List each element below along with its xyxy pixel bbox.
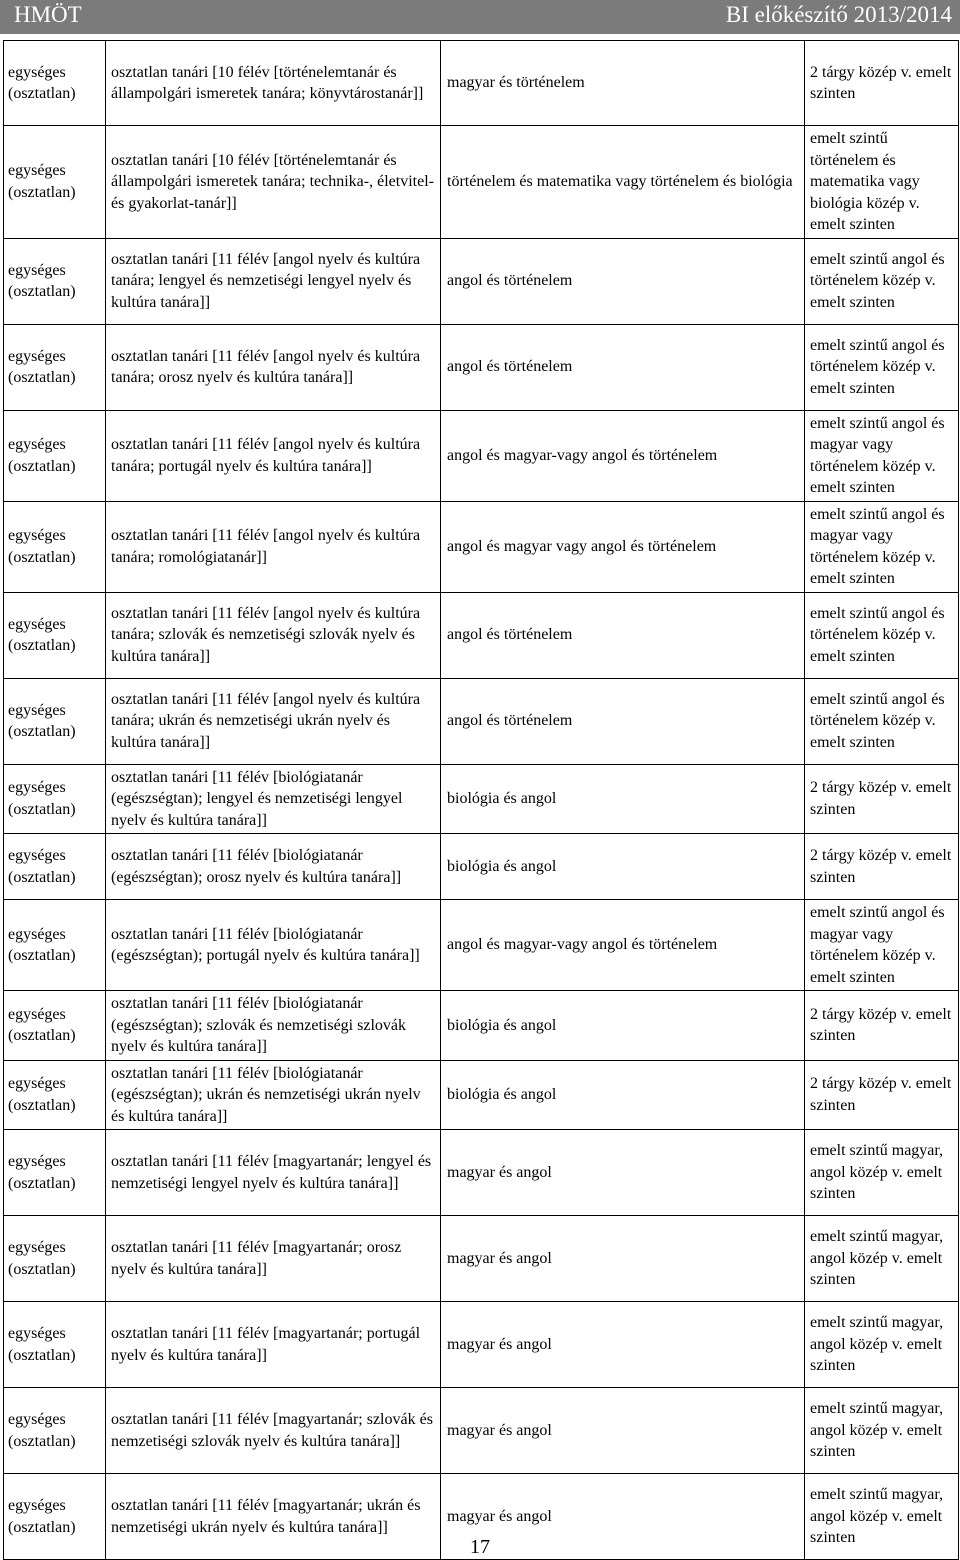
exam-subjects-cell: magyar és angol [441, 1388, 805, 1474]
table-row [4, 764, 959, 834]
table-row [4, 1302, 959, 1388]
header-right-title: BI előkészítő 2013/2014 [725, 2, 952, 27]
exam-level-cell: emelt szintű angol és történelem közép v. emelt szinten [805, 238, 959, 324]
table-row [4, 238, 959, 324]
exam-level-cell: 2 tárgy közép v. emelt szinten [805, 41, 959, 126]
table-row [4, 991, 959, 1061]
exam-subjects-cell: magyar és angol [441, 1216, 805, 1302]
table-row [4, 1130, 959, 1216]
exam-subjects-cell: biológia és angol [441, 991, 805, 1061]
table-row [4, 678, 959, 764]
exam-subjects-cell: angol és magyar vagy angol és történelem [441, 501, 805, 592]
program-cell: osztatlan tanári [10 félév [történelemtanár és állampolgári ismeretek tanára; könyvtárostanár]] [106, 41, 441, 126]
degree-type-cell: egységes (osztatlan) [4, 1216, 106, 1302]
program-cell: osztatlan tanári [11 félév [magyartanár; szlovák és nemzetiségi szlovák nyelv és kultúra tanára]] [106, 1388, 441, 1474]
program-cell: osztatlan tanári [11 félév [magyartanár; lengyel és nemzetiségi lengyel nyelv és kultúra tanára]] [106, 1130, 441, 1216]
exam-subjects-cell: angol és magyar-vagy angol és történelem [441, 900, 805, 991]
page-header [0, 0, 960, 34]
exam-subjects-cell: angol és történelem [441, 238, 805, 324]
exam-subjects-cell: magyar és történelem [441, 41, 805, 126]
table-row [4, 900, 959, 991]
program-cell: osztatlan tanári [11 félév [magyartanár; portugál nyelv és kultúra tanára]] [106, 1302, 441, 1388]
table-row [4, 1388, 959, 1474]
exam-subjects-cell: magyar és angol [441, 1130, 805, 1216]
degree-type-cell: egységes (osztatlan) [4, 764, 106, 834]
exam-subjects-cell: biológia és angol [441, 764, 805, 834]
program-cell: osztatlan tanári [11 félév [biológiatanár (egészségtan); ukrán és nemzetiségi ukrán nyelv és kultúra tanára]] [106, 1060, 441, 1130]
exam-level-cell: emelt szintű magyar, angol közép v. emelt szinten [805, 1216, 959, 1302]
degree-type-cell: egységes (osztatlan) [4, 1474, 106, 1560]
exam-level-cell: emelt szintű angol és történelem közép v. emelt szinten [805, 678, 959, 764]
table-row [4, 41, 959, 126]
program-cell: osztatlan tanári [10 félév [történelemtanár és állampolgári ismeretek tanára; technika-, életvitel- és gyakorlat-tanár]] [106, 126, 441, 239]
exam-subjects-cell: magyar és angol [441, 1302, 805, 1388]
table-row [4, 1060, 959, 1130]
exam-subjects-cell: angol és történelem [441, 324, 805, 410]
program-cell: osztatlan tanári [11 félév [biológiatanár (egészségtan); lengyel és nemzetiségi lengyel nyelv és kultúra tanára]] [106, 764, 441, 834]
exam-subjects-cell: angol és történelem [441, 678, 805, 764]
degree-type-cell: egységes (osztatlan) [4, 410, 106, 501]
degree-type-cell: egységes (osztatlan) [4, 834, 106, 900]
exam-level-cell: emelt szintű angol és történelem közép v. emelt szinten [805, 324, 959, 410]
program-cell: osztatlan tanári [11 félév [biológiatanár (egészségtan); szlovák és nemzetiségi szlovák nyelv és kultúra tanára]] [106, 991, 441, 1061]
exam-subjects-cell: angol és magyar-vagy angol és történelem [441, 410, 805, 501]
degree-type-cell: egységes (osztatlan) [4, 501, 106, 592]
exam-level-cell: 2 tárgy közép v. emelt szinten [805, 991, 959, 1061]
exam-level-cell: emelt szintű angol és magyar vagy történelem közép v. emelt szinten [805, 501, 959, 592]
table-row [4, 410, 959, 501]
exam-subjects-cell: történelem és matematika vagy történelem és biológia [441, 126, 805, 239]
exam-level-cell: 2 tárgy közép v. emelt szinten [805, 834, 959, 900]
exam-level-cell: emelt szintű magyar, angol közép v. emelt szinten [805, 1302, 959, 1388]
degree-type-cell: egységes (osztatlan) [4, 592, 106, 678]
table-row [4, 126, 959, 239]
table-row [4, 324, 959, 410]
degree-type-cell: egységes (osztatlan) [4, 41, 106, 126]
program-cell: osztatlan tanári [11 félév [angol nyelv és kultúra tanára; portugál nyelv és kultúra tanára]] [106, 410, 441, 501]
exam-subjects-cell: biológia és angol [441, 834, 805, 900]
program-cell: osztatlan tanári [11 félév [angol nyelv és kultúra tanára; szlovák és nemzetiségi szlovák nyelv és kultúra tanára]] [106, 592, 441, 678]
degree-type-cell: egységes (osztatlan) [4, 900, 106, 991]
exam-level-cell: 2 tárgy közép v. emelt szinten [805, 1060, 959, 1130]
program-cell: osztatlan tanári [11 félév [angol nyelv és kultúra tanára; romológiatanár]] [106, 501, 441, 592]
table-row [4, 1216, 959, 1302]
table-row [4, 592, 959, 678]
degree-type-cell: egységes (osztatlan) [4, 1302, 106, 1388]
program-cell: osztatlan tanári [11 félév [angol nyelv és kultúra tanára; ukrán és nemzetiségi ukrán nyelv és kultúra tanára]] [106, 678, 441, 764]
program-cell: osztatlan tanári [11 félév [angol nyelv és kultúra tanára; orosz nyelv és kultúra tanára]] [106, 324, 441, 410]
program-cell: osztatlan tanári [11 félév [biológiatanár (egészségtan); portugál nyelv és kultúra tanára]] [106, 900, 441, 991]
exam-level-cell: 2 tárgy közép v. emelt szinten [805, 764, 959, 834]
degree-type-cell: egységes (osztatlan) [4, 1130, 106, 1216]
exam-level-cell: emelt szintű magyar, angol közép v. emelt szinten [805, 1130, 959, 1216]
degree-type-cell: egységes (osztatlan) [4, 1388, 106, 1474]
degree-type-cell: egységes (osztatlan) [4, 1060, 106, 1130]
exam-level-cell: emelt szintű magyar, angol közép v. emelt szinten [805, 1388, 959, 1474]
degree-type-cell: egységes (osztatlan) [4, 991, 106, 1061]
programs-table [3, 40, 959, 1560]
degree-type-cell: egységes (osztatlan) [4, 678, 106, 764]
exam-level-cell: emelt szintű történelem és matematika vagy biológia közép v. emelt szinten [805, 126, 959, 239]
degree-type-cell: egységes (osztatlan) [4, 126, 106, 239]
program-cell: osztatlan tanári [11 félév [biológiatanár (egészségtan); orosz nyelv és kultúra tanára]] [106, 834, 441, 900]
header-left-title: HMÖT [14, 2, 82, 27]
exam-level-cell: emelt szintű angol és magyar vagy történelem közép v. emelt szinten [805, 900, 959, 991]
exam-level-cell: emelt szintű angol és történelem közép v. emelt szinten [805, 592, 959, 678]
page-number: 17 [470, 1536, 490, 1558]
table-row [4, 501, 959, 592]
program-cell: osztatlan tanári [11 félév [magyartanár; orosz nyelv és kultúra tanára]] [106, 1216, 441, 1302]
exam-subjects-cell: magyar és angol [441, 1474, 805, 1560]
exam-subjects-cell: biológia és angol [441, 1060, 805, 1130]
exam-level-cell: emelt szintű magyar, angol közép v. emelt szinten [805, 1474, 959, 1560]
program-cell: osztatlan tanári [11 félév [magyartanár; ukrán és nemzetiségi ukrán nyelv és kultúra tanára]] [106, 1474, 441, 1560]
exam-level-cell: emelt szintű angol és magyar vagy történelem közép v. emelt szinten [805, 410, 959, 501]
exam-subjects-cell: angol és történelem [441, 592, 805, 678]
table-row [4, 834, 959, 900]
degree-type-cell: egységes (osztatlan) [4, 238, 106, 324]
program-cell: osztatlan tanári [11 félév [angol nyelv és kultúra tanára; lengyel és nemzetiségi lengyel nyelv és kultúra tanára]] [106, 238, 441, 324]
degree-type-cell: egységes (osztatlan) [4, 324, 106, 410]
